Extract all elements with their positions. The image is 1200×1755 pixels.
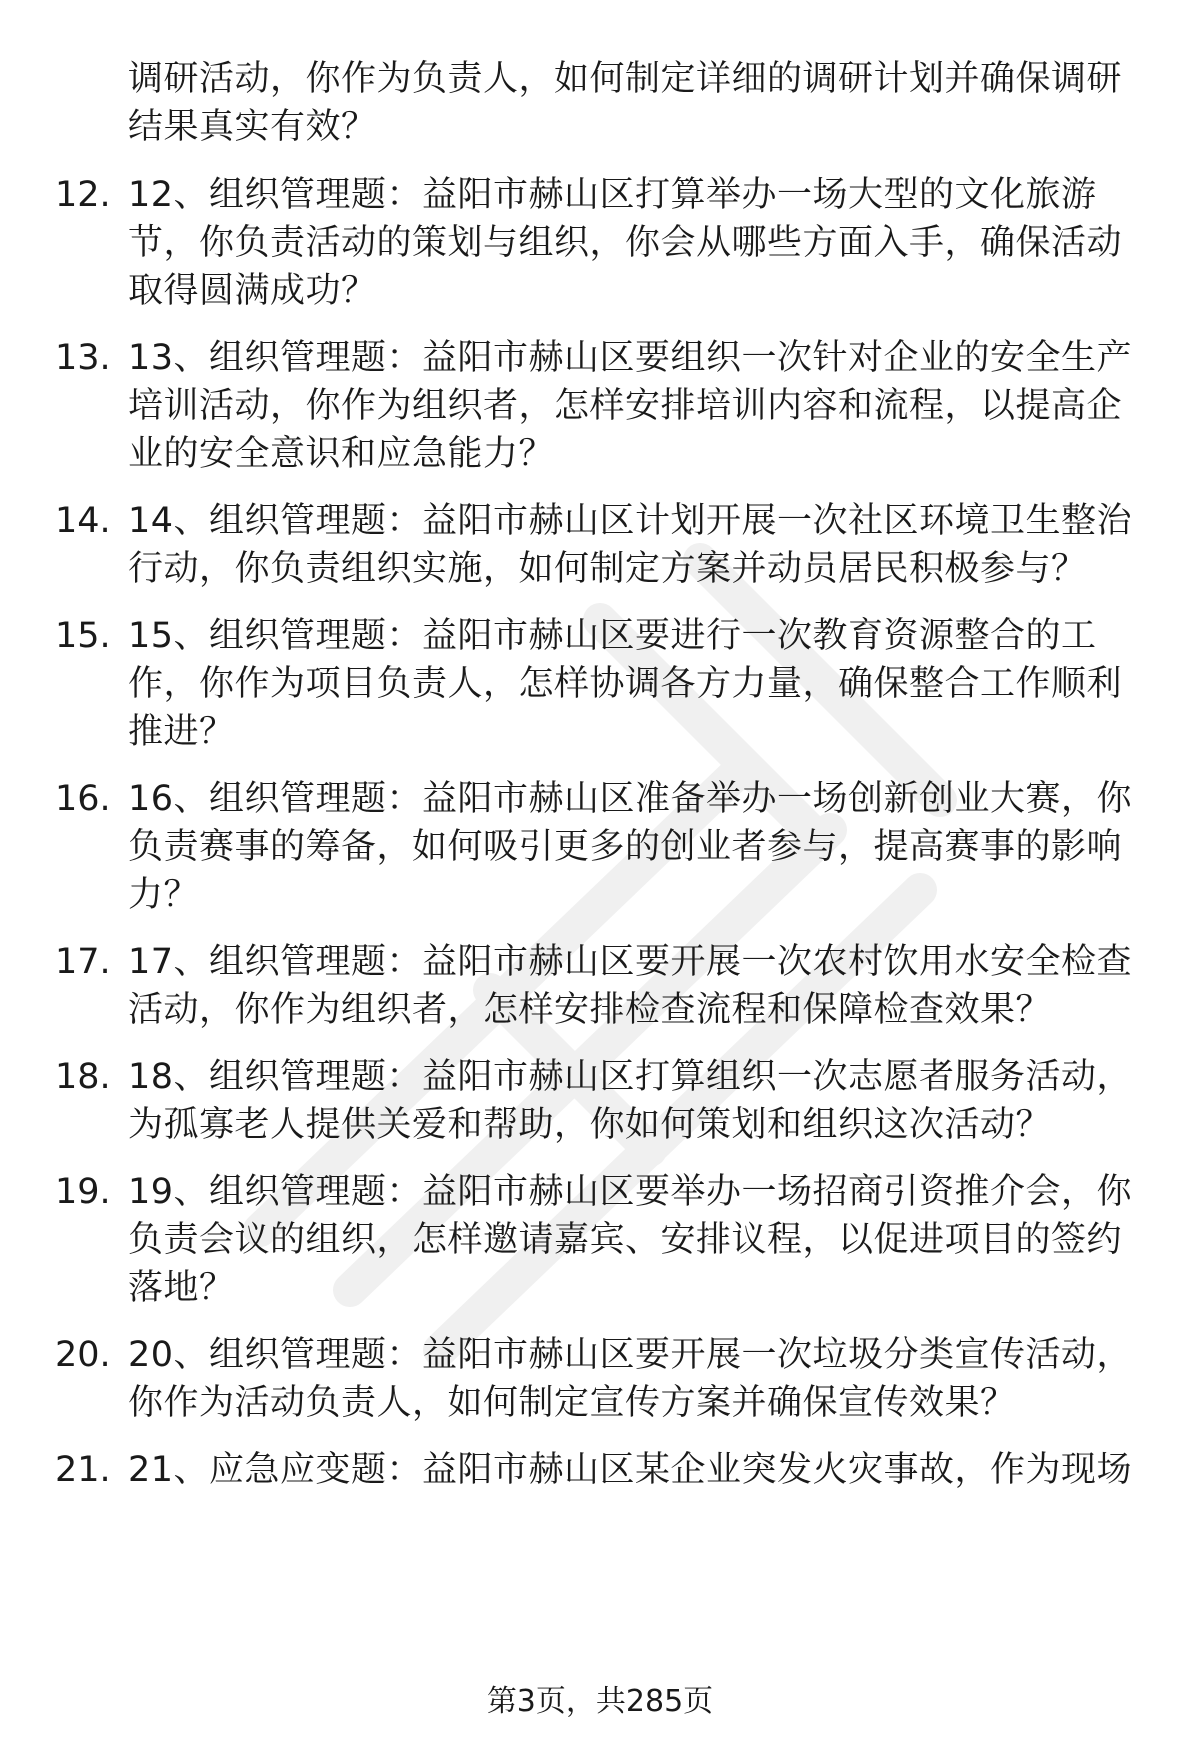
- list-number: 15.: [55, 616, 111, 656]
- question-line: 15、组织管理题：益阳市赫山区要进行一次教育资源整合的工: [128, 616, 1097, 656]
- list-number: 12.: [55, 175, 111, 215]
- list-number: 20.: [55, 1335, 111, 1375]
- question-line: 负责会议的组织，怎样邀请嘉宾、安排议程，以促进项目的签约: [128, 1220, 1123, 1260]
- list-number: 21.: [55, 1450, 111, 1490]
- question-line: 落地？: [128, 1268, 235, 1308]
- question-line: 取得圆满成功？: [128, 271, 377, 311]
- list-number: 17.: [55, 942, 111, 982]
- list-number: 19.: [55, 1172, 111, 1212]
- list-number: 13.: [55, 338, 111, 378]
- question-line: 力？: [128, 875, 200, 915]
- question-line: 14、组织管理题：益阳市赫山区计划开展一次社区环境卫生整治: [128, 501, 1133, 541]
- question-line: 16、组织管理题：益阳市赫山区准备举办一场创新创业大赛，你: [128, 779, 1133, 819]
- question-line: 作，你作为项目负责人，怎样协调各方力量，确保整合工作顺利: [128, 664, 1123, 704]
- question-line: 调研活动，你作为负责人，如何制定详细的调研计划并确保调研: [128, 59, 1123, 99]
- question-line: 推进？: [128, 712, 235, 752]
- question-line: 19、组织管理题：益阳市赫山区要举办一场招商引资推介会，你: [128, 1172, 1133, 1212]
- question-line: 13、组织管理题：益阳市赫山区要组织一次针对企业的安全生产: [128, 338, 1133, 378]
- question-line: 培训活动，你作为组织者，怎样安排培训内容和流程，以提高企: [128, 386, 1123, 426]
- question-line: 21、应急应变题：益阳市赫山区某企业突发火灾事故，作为现场: [128, 1450, 1133, 1490]
- list-number: 18.: [55, 1057, 111, 1097]
- question-line: 行动，你负责组织实施，如何制定方案并动员居民积极参与？: [128, 549, 1087, 589]
- question-line: 活动，你作为组织者，怎样安排检查流程和保障检查效果？: [128, 990, 1052, 1030]
- question-line: 节，你负责活动的策划与组织，你会从哪些方面入手，确保活动: [128, 223, 1123, 263]
- list-number: 16.: [55, 779, 111, 819]
- question-line: 业的安全意识和应急能力？: [128, 434, 555, 474]
- question-line: 你作为活动负责人，如何制定宣传方案并确保宣传效果？: [128, 1383, 1016, 1423]
- list-number: 14.: [55, 501, 111, 541]
- question-line: 18、组织管理题：益阳市赫山区打算组织一次志愿者服务活动，: [128, 1057, 1133, 1097]
- question-line: 17、组织管理题：益阳市赫山区要开展一次农村饮用水安全检查: [128, 942, 1133, 982]
- question-line: 负责赛事的筹备，如何吸引更多的创业者参与，提高赛事的影响: [128, 827, 1123, 867]
- question-line: 12、组织管理题：益阳市赫山区打算举办一场大型的文化旅游: [128, 175, 1097, 215]
- page-footer: 第3页，共285页: [486, 1684, 714, 1719]
- question-line: 20、组织管理题：益阳市赫山区要开展一次垃圾分类宣传活动，: [128, 1335, 1133, 1375]
- question-line: 结果真实有效？: [128, 107, 377, 147]
- question-line: 为孤寡老人提供关爱和帮助，你如何策划和组织这次活动？: [128, 1105, 1052, 1145]
